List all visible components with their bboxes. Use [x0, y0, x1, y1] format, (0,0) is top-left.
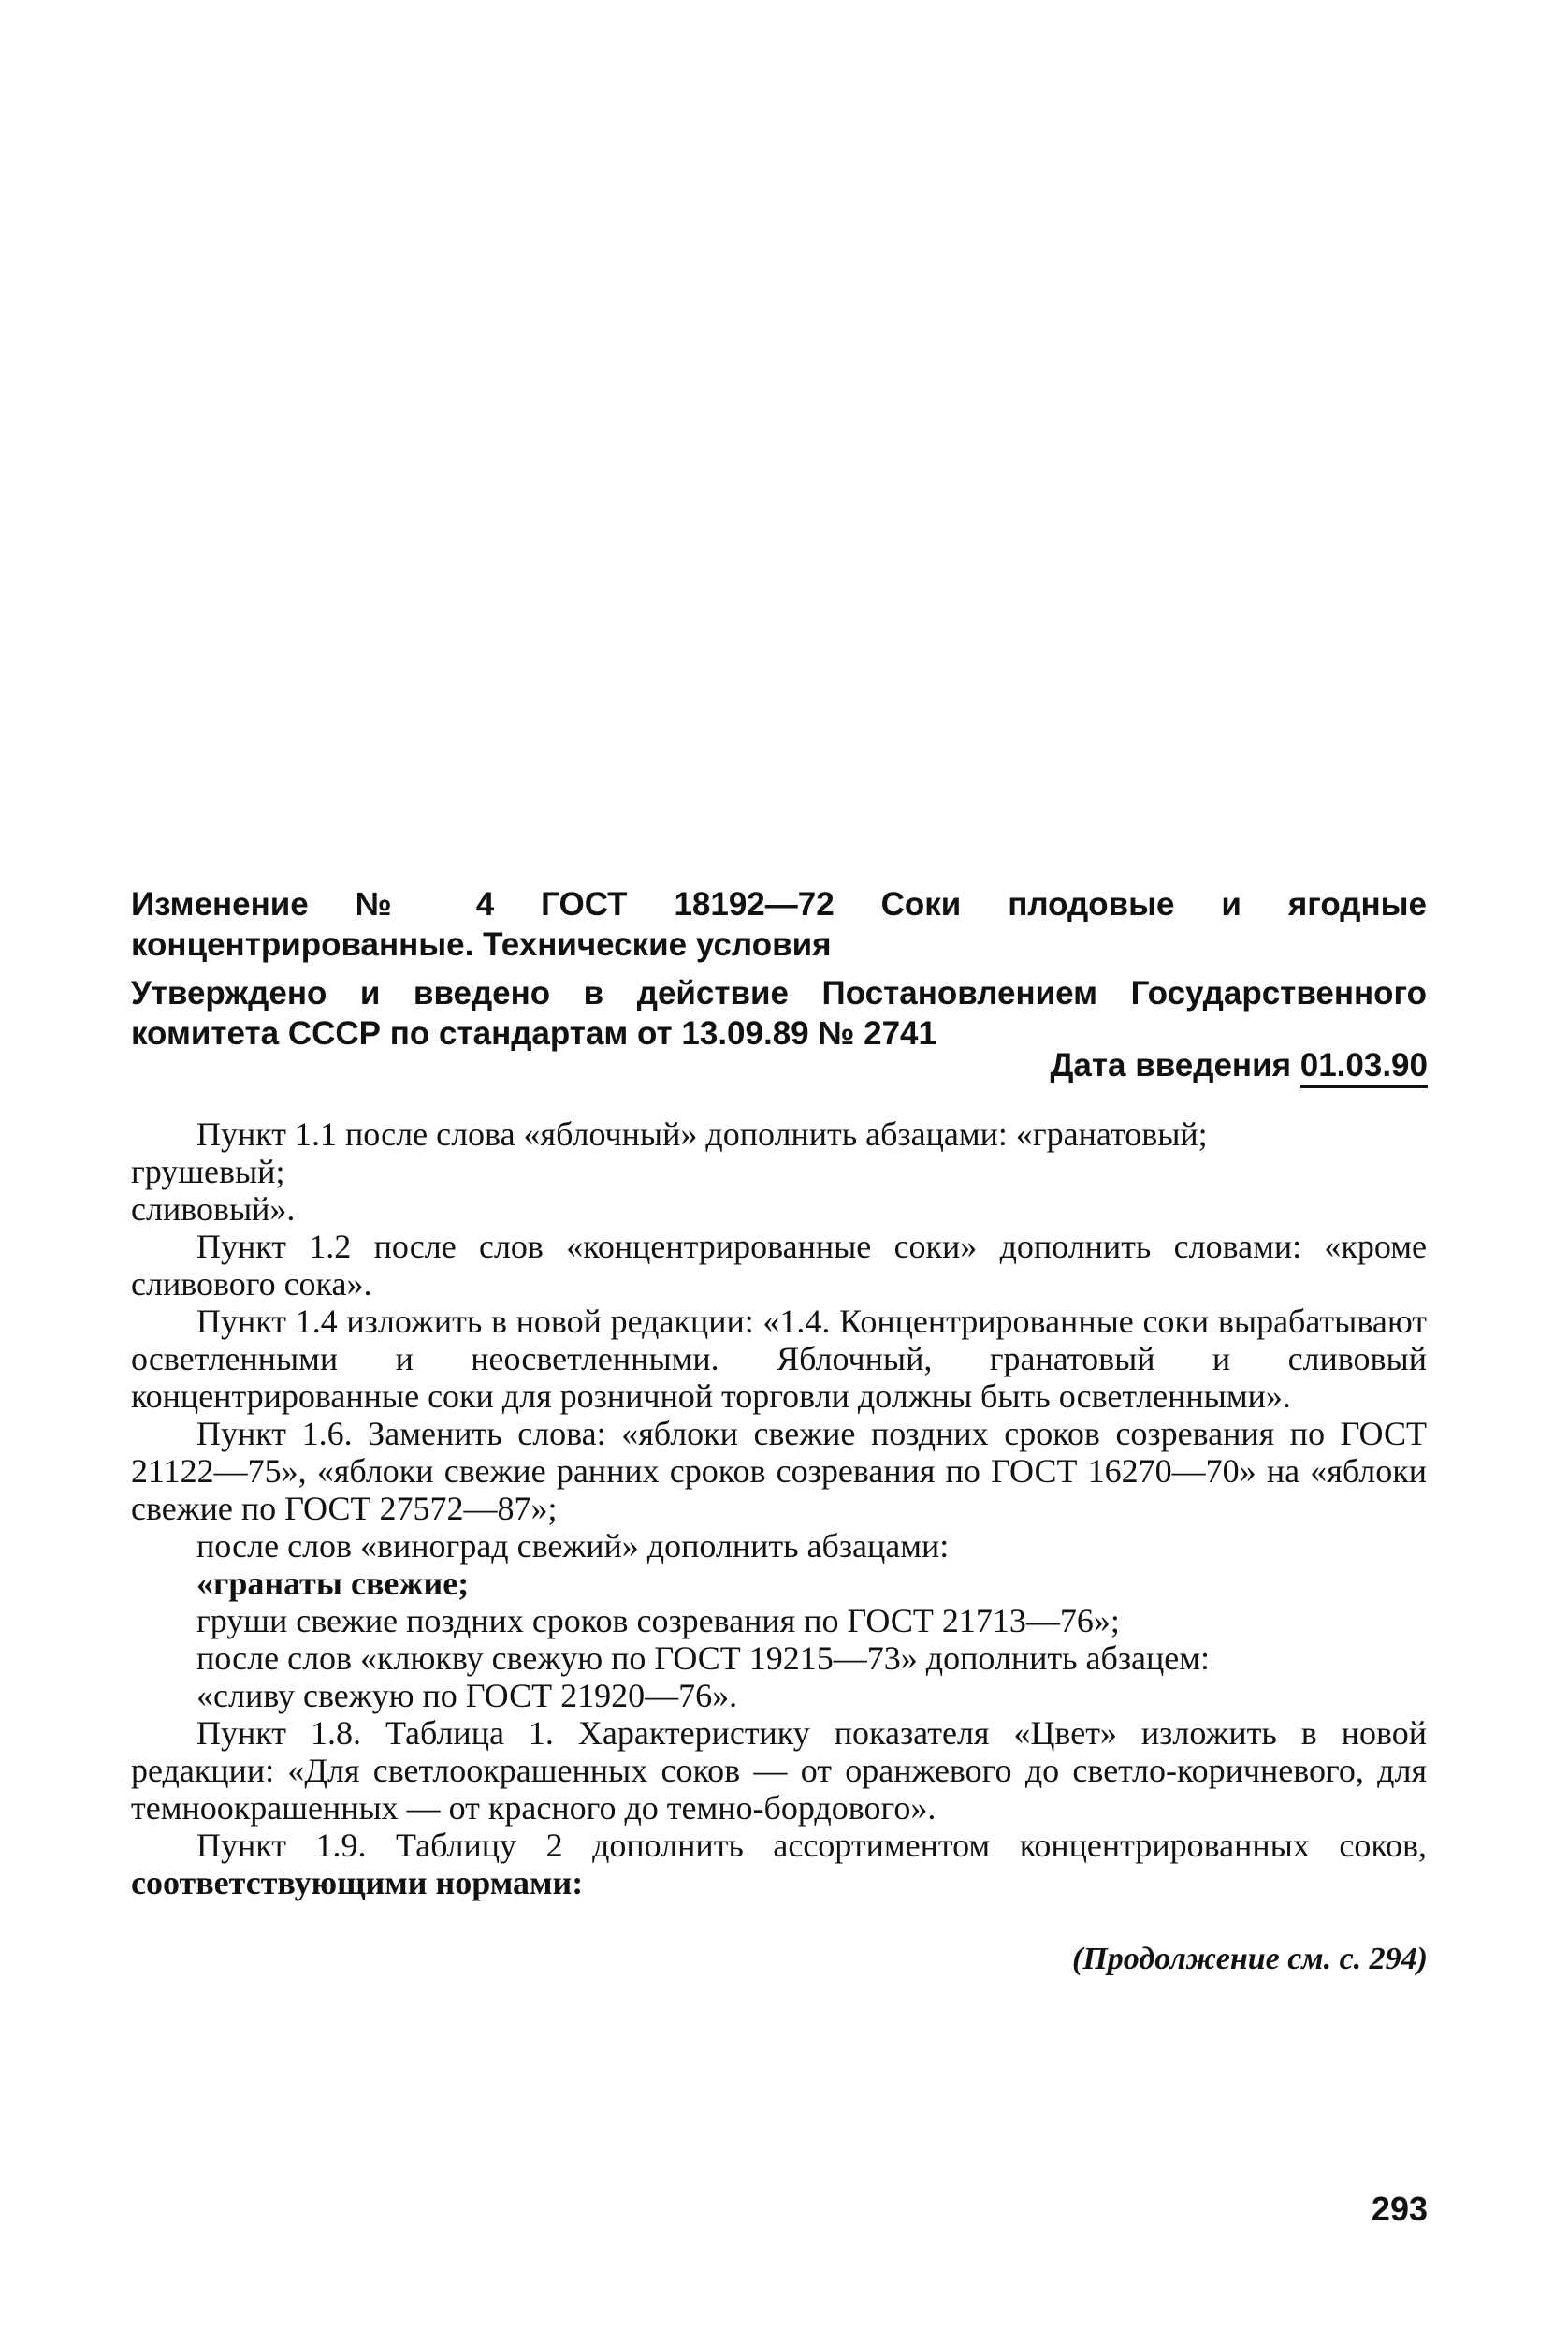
- paragraph-1-9-text: Пункт 1.9. Таблицу 2 дополнить ассортиментом концентрированных соков,: [196, 1827, 1427, 1864]
- paragraph-1-1: Пункт 1.1 после слова «яблочный» дополнить абзацами: «гранатовый;: [196, 1115, 1208, 1153]
- effective-date-value: 01.03.90: [1300, 1047, 1428, 1088]
- paragraph-1-6-pears: груши свежие поздних сроков созревания по ГОСТ 21713—76»;: [196, 1602, 1120, 1639]
- amendment-title: Изменение № 4 ГОСТ 18192—72 Соки плодовые и ягодные концентрированные. Технические условия: [131, 886, 1427, 963]
- paragraph-1-8: Пункт 1.8. Таблица 1. Характеристику показателя «Цвет» изложить в новой редакции: «Для светлоокрашенных соков — от оранжевого до светло-коричневого, для темноокрашенных — от красного до темно-бордового».: [131, 1714, 1427, 1827]
- paragraph-1-6-grapes: после слов «виноград свежий» дополнить абзацами:: [196, 1527, 950, 1565]
- amendment-body: [131, 1115, 1427, 1901]
- paragraph-1-1-line-3: сливовый».: [131, 1190, 296, 1228]
- paragraph-1-6-plums: «сливу свежую по ГОСТ 21920—76».: [196, 1677, 738, 1714]
- approval-statement: Утверждено и введено в действие Постановлением Государственного комитета СССР по стандартам от 13.09.89 № 2741: [131, 975, 1427, 1052]
- paragraph-1-6-cranberries: после слов «клюкву свежую по ГОСТ 19215—73» дополнить абзацем:: [196, 1639, 1211, 1677]
- effective-date-label: Дата введения: [1050, 1047, 1292, 1084]
- paragraph-1-9-bold-text: соответствующими нормами:: [131, 1864, 584, 1901]
- paragraph-1-6: Пункт 1.6. Заменить слова: «яблоки свежие поздних сроков созревания по ГОСТ 21122—75», «яблоки свежие ранних сроков созревания по ГОСТ 16270—70» на «яблоки свежие по ГОСТ 27572—87»;: [131, 1415, 1427, 1527]
- effective-date-line: [1050, 1045, 1428, 1085]
- continuation-note: (Продолжение см. с. 294): [1072, 1942, 1428, 1976]
- paragraph-1-1-line-2: грушевый;: [131, 1153, 285, 1190]
- paragraph-1-6-pomegranates: «гранаты свежие;: [196, 1565, 470, 1602]
- paragraph-1-2: Пункт 1.2 после слов «концентрированные соки» дополнить словами: «кроме сливового сока».: [131, 1228, 1427, 1303]
- paragraph-1-9: [131, 1827, 1427, 1901]
- page-number: 293: [1371, 2190, 1428, 2228]
- paragraph-1-4: Пункт 1.4 изложить в новой редакции: «1.4. Концентрированные соки вырабатывают осветленными и неосветленными. Яблочный, гранатовый и сливовый концентрированные соки для розничной торговли должны быть осветленными».: [131, 1303, 1427, 1415]
